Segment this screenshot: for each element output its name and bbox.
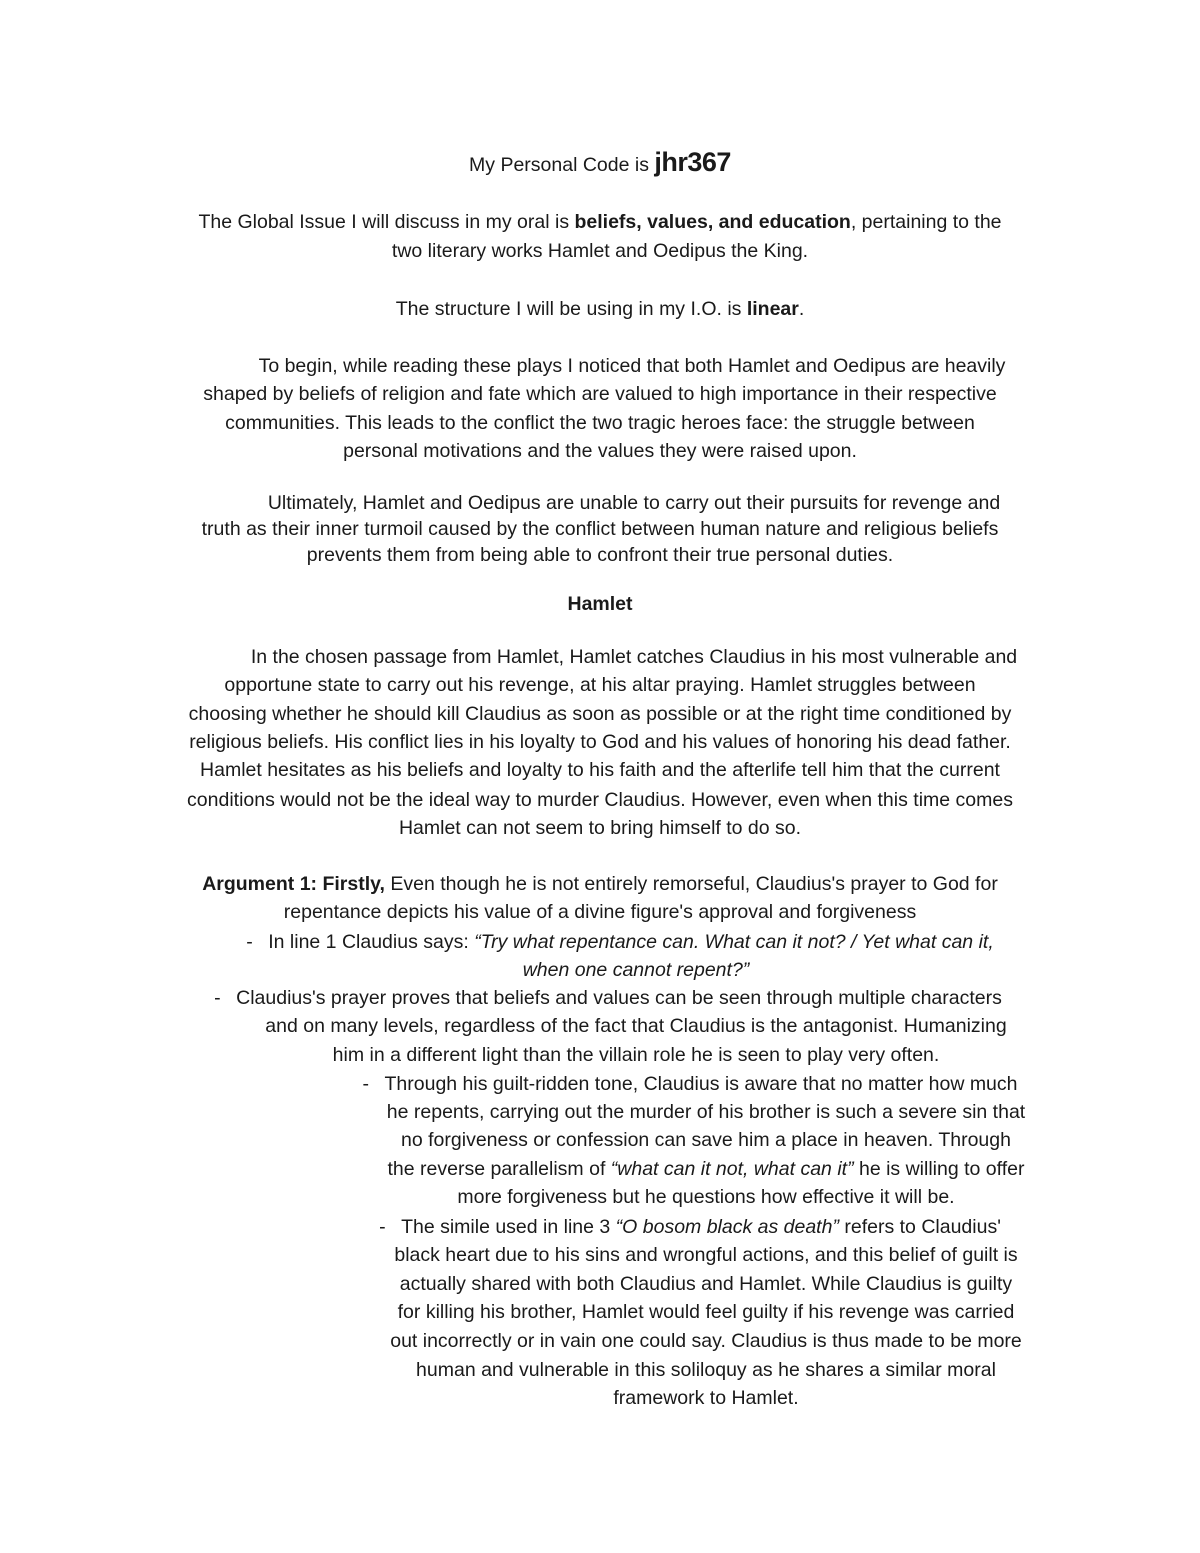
paragraph-line: prevents them from being able to confront their true personal duties. <box>306 544 894 566</box>
bullet-marker: - <box>362 1073 369 1095</box>
quote: “O bosom black as death” <box>615 1216 839 1238</box>
paragraph-line: opportune state to carry out his revenge, at his altar praying. Hamlet struggles between <box>224 674 976 696</box>
paragraph-line: Hamlet hesitates as his beliefs and loyalty to his faith and the afterlife tell him that the current <box>200 759 1000 781</box>
paragraph-line: Ultimately, Hamlet and Oedipus are unable to carry out their pursuits for revenge and <box>267 492 1001 514</box>
section-heading-hamlet: Hamlet <box>567 593 633 615</box>
paragraph-line: truth as their inner turmoil caused by the conflict between human nature and religious beliefs <box>201 518 999 540</box>
structure-type: linear <box>746 298 799 320</box>
quote: “what can it not, what can it” <box>610 1158 854 1180</box>
sub-bullet-1: - Through his guilt-ridden tone, Claudius is aware that no matter how much <box>90 1070 1200 1098</box>
paragraph-line: no forgiveness or confession can save him a place in heaven. Through <box>401 1129 1011 1151</box>
global-issue-line-1: The Global Issue I will discuss in my oral is beliefs, values, and education, pertaining to the <box>198 211 1002 233</box>
paragraph-line: more forgiveness but he questions how effective it will be. <box>457 1186 955 1208</box>
argument-1-heading-line: Argument 1: Firstly, Even though he is not entirely remorseful, Claudius's prayer to God for <box>202 873 998 895</box>
paragraph-line: To begin, while reading these plays I noticed that both Hamlet and Oedipus are heavily <box>258 355 1006 377</box>
paragraph-line: In the chosen passage from Hamlet, Hamlet catches Claudius in his most vulnerable and <box>250 646 1018 668</box>
paragraph-line: conditions would not be the ideal way to murder Claudius. However, even when this time comes <box>187 789 1013 811</box>
paragraph-line: communities. This leads to the conflict the two tragic heroes face: the struggle between <box>225 412 975 434</box>
bullet-marker: - <box>379 1216 386 1238</box>
paragraph-line: and on many levels, regardless of the fact that Claudius is the antagonist. Humanizing <box>265 1015 1007 1037</box>
paragraph-line: human and vulnerable in this soliloquy as he shares a similar moral <box>416 1359 996 1381</box>
paragraph-line: choosing whether he should kill Claudius as soon as possible or at the right time conditioned by <box>188 703 1012 725</box>
personal-code-label: My Personal Code is <box>469 154 655 176</box>
paragraph-line: the reverse parallelism of “what can it not, what can it” he is willing to offer <box>387 1158 1025 1180</box>
paragraph-line: personal motivations and the values they were raised upon. <box>343 440 857 462</box>
quote: when one cannot repent?” <box>522 959 750 981</box>
paragraph-line: framework to Hamlet. <box>613 1387 799 1409</box>
sub-bullet-2: - The simile used in line 3 “O bosom black as death” refers to Claudius' <box>90 1213 1200 1241</box>
paragraph-line: black heart due to his sins and wrongful actions, and this belief of guilt is <box>394 1244 1018 1266</box>
personal-code-line <box>0 146 1200 181</box>
paragraph-line: religious beliefs. His conflict lies in his loyalty to God and his values of honoring his dead father. <box>189 731 1011 753</box>
bullet-marker: - <box>246 931 253 953</box>
global-issue-topic: beliefs, values, and education <box>574 211 851 233</box>
paragraph-line: actually shared with both Claudius and Hamlet. While Claudius is guilty <box>399 1273 1013 1295</box>
argument-1-label: Argument 1: Firstly, <box>202 873 385 895</box>
bullet-1: - In line 1 Claudius says: “Try what repentance can. What can it not? / Yet what can it, <box>20 928 1200 956</box>
global-issue-line-2: two literary works Hamlet and Oedipus the King. <box>391 240 809 262</box>
bullet-2: - Claudius's prayer proves that beliefs and values can be seen through multiple characters <box>8 984 1200 1012</box>
paragraph-line: him in a different light than the villain role he is seen to play very often. <box>332 1044 940 1066</box>
paragraph-line: shaped by beliefs of religion and fate which are valued to high importance in their respective <box>203 383 997 405</box>
paragraph-line: he repents, carrying out the murder of his brother is such a severe sin that <box>386 1101 1026 1123</box>
bullet-marker: - <box>214 987 221 1009</box>
personal-code-value: jhr367 <box>654 147 731 177</box>
paragraph-line: out incorrectly or in vain one could say. Claudius is thus made to be more <box>390 1330 1022 1352</box>
quote: “Try what repentance can. What can it not? / Yet what can it, <box>474 931 994 953</box>
structure-line: The structure I will be using in my I.O. is linear. <box>395 298 805 320</box>
argument-1-line-2: repentance depicts his value of a divine figure's approval and forgiveness <box>283 901 917 923</box>
paragraph-line: for killing his brother, Hamlet would feel guilty if his revenge was carried <box>397 1301 1015 1323</box>
paragraph-line: Hamlet can not seem to bring himself to do so. <box>398 817 802 839</box>
